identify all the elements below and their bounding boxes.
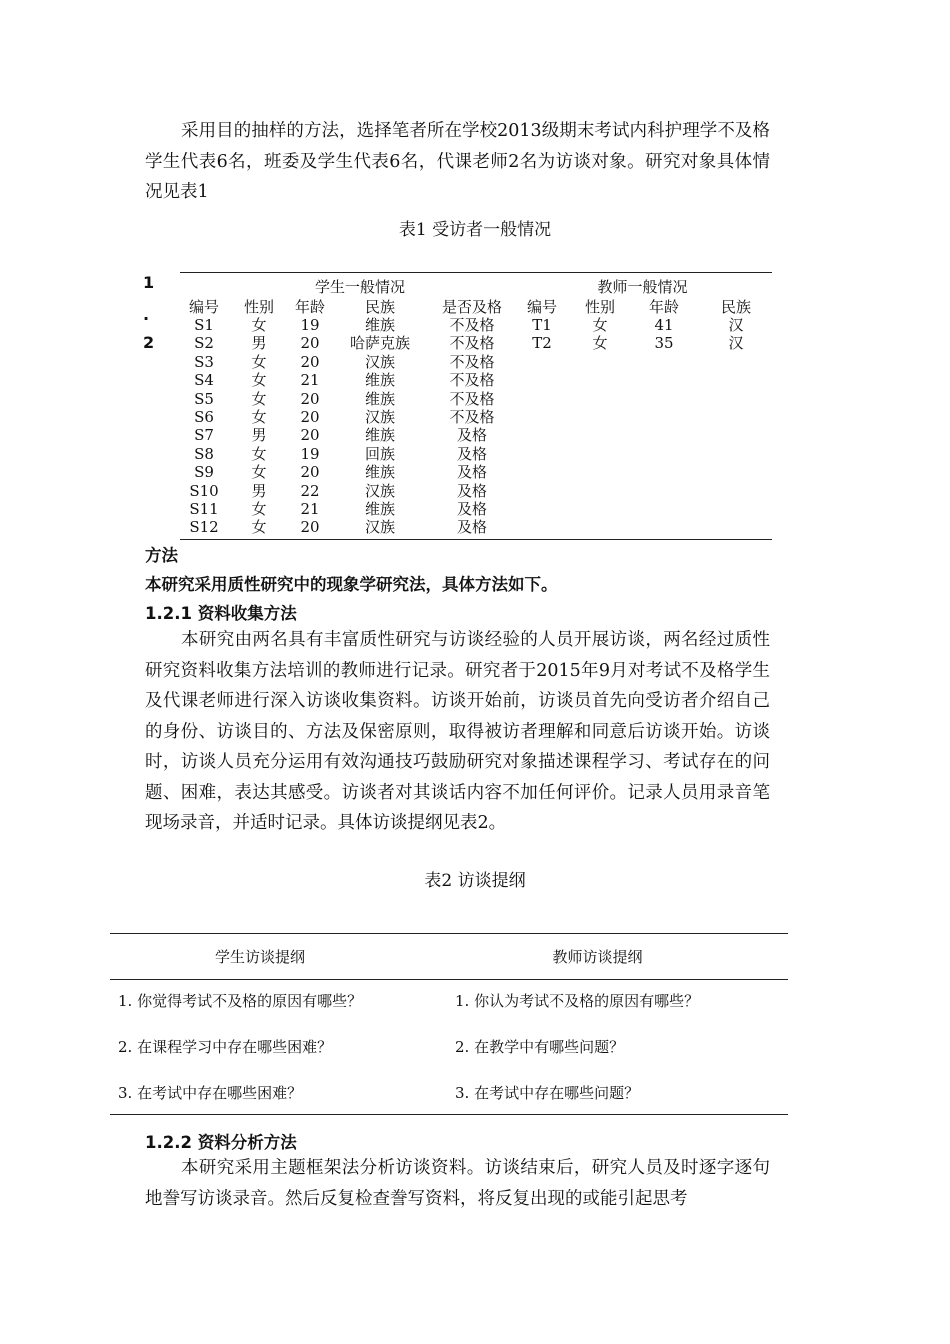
student-cell: S8: [194, 444, 214, 463]
student-cell: S4: [194, 371, 214, 390]
teacher-cell: T1: [532, 316, 552, 334]
student-cell: 19: [300, 316, 320, 334]
student-column-header: 编号: [188, 298, 219, 316]
student-cell: 22: [300, 481, 320, 500]
student-cell: 女: [251, 371, 267, 390]
section-121-heading: 1.2.1 资料收集方法: [145, 604, 297, 623]
section-122-body: 本研究采用主题框架法分析访谈资料。访谈结束后，研究人员及时逐字逐句地誊写访谈录音。然后反复检查誊写资料，将反复出现的或能引起思考: [145, 1158, 770, 1209]
interview-outline-table: [110, 933, 788, 1115]
student-cell: 20: [300, 352, 320, 371]
student-cell: S12: [189, 518, 219, 537]
student-cell: 19: [300, 444, 320, 463]
student-cell: 女: [251, 352, 267, 371]
student-cell: 女: [251, 500, 267, 518]
teacher-outline-question: 1. 你认为考试不及格的原因有哪些？: [455, 992, 700, 1010]
student-cell: 及格: [456, 500, 487, 518]
student-cell: 男: [251, 426, 267, 445]
student-cell: S10: [189, 481, 219, 500]
student-cell: S9: [194, 463, 214, 482]
section-122-heading: 1.2.2 资料分析方法: [145, 1133, 297, 1152]
teacher-cell: 女: [592, 316, 608, 334]
student-cell: 维族: [364, 463, 395, 482]
student-cell: 男: [251, 334, 267, 353]
student-cell: 及格: [456, 463, 487, 482]
student-column-header: 是否及格: [441, 298, 502, 316]
student-cell: 女: [251, 518, 267, 537]
student-cell: 维族: [364, 316, 395, 334]
student-cell: 21: [300, 371, 320, 390]
teacher-outline-header: 教师访谈提纲: [552, 948, 643, 966]
student-cell: 不及格: [449, 334, 495, 353]
student-cell: 20: [300, 389, 320, 408]
student-cell: 回族: [364, 444, 395, 463]
student-group-header: 学生一般情况: [314, 278, 405, 296]
student-cell: 不及格: [449, 352, 495, 371]
student-cell: 女: [251, 316, 267, 334]
teacher-group-header: 教师一般情况: [597, 278, 688, 296]
teacher-outline-question: 3. 在考试中存在哪些问题？: [455, 1084, 640, 1102]
teacher-column-header: 性别: [584, 298, 615, 316]
teacher-cell: 汉: [728, 334, 744, 353]
student-cell: 哈萨克族: [349, 334, 410, 353]
student-cell: 20: [300, 426, 320, 445]
teacher-cell: 35: [654, 334, 674, 353]
student-cell: 及格: [456, 481, 487, 500]
student-cell: S2: [194, 334, 214, 353]
section-number-part: 2: [143, 333, 155, 352]
section-number-part: .: [143, 305, 150, 324]
teacher-cell: 汉: [728, 316, 744, 334]
student-cell: S3: [194, 352, 214, 371]
intro-paragraph: 采用目的抽样的方法，选择笔者所在学校2013级期末考试内科护理学不及格学生代表6名，班委及学生代表6名，代课老师2名为访谈对象。研究对象具体情况见表1: [145, 121, 770, 202]
student-cell: 维族: [364, 371, 395, 390]
student-column-header: 年龄: [294, 298, 325, 316]
student-cell: 及格: [456, 426, 487, 445]
teacher-cell: T2: [532, 334, 552, 353]
table1-caption: 表1 受访者一般情况: [398, 220, 552, 240]
participants-table: [180, 272, 772, 540]
student-cell: 维族: [364, 500, 395, 518]
teacher-outline-question: 2. 在教学中有哪些问题？: [455, 1038, 625, 1056]
method-sentence: 本研究采用质性研究中的现象学研究法，具体方法如下。: [145, 575, 558, 594]
student-cell: 21: [300, 500, 320, 518]
student-cell: 汉族: [364, 481, 395, 500]
student-cell: 20: [300, 334, 320, 353]
table2-caption: 表2 访谈提纲: [424, 871, 526, 891]
section-121-body: 本研究由两名具有丰富质性研究与访谈经验的人员开展访谈，两名经过质性研究资料收集方法培训的教师进行记录。研究者于2015年9月对考试不及格学生及代课老师进行深入访谈收集资料。访谈开始前，访谈员首先向受访者介绍自己的身份、访谈目的、方法及保密原则，取得被访者理解和同意后访谈开始。访谈时，访谈人员充分运用有效沟通技巧鼓励研究对象描述课程学习、考试存在的问题、困难，表达其感受。访谈者对其谈话内容不加任何评价。记录人员用录音笔现场录音，并适时记录。具体访谈提纲见表2。: [145, 630, 770, 833]
student-cell: 及格: [456, 518, 487, 537]
student-cell: S6: [194, 408, 214, 426]
student-column-header: 性别: [243, 298, 274, 316]
student-cell: 维族: [364, 426, 395, 445]
student-cell: 20: [300, 518, 320, 537]
student-column-header: 民族: [364, 298, 395, 316]
student-cell: 女: [251, 389, 267, 408]
student-cell: S1: [194, 316, 214, 334]
student-cell: 男: [251, 481, 267, 500]
student-cell: 汉族: [364, 518, 395, 537]
teacher-column-header: 民族: [720, 298, 751, 316]
student-cell: 不及格: [449, 316, 495, 334]
student-cell: 维族: [364, 389, 395, 408]
student-cell: 女: [251, 408, 267, 426]
student-cell: 汉族: [364, 408, 395, 426]
student-cell: S11: [189, 500, 219, 518]
student-cell: S7: [194, 426, 214, 445]
teacher-cell: 41: [654, 316, 674, 334]
section-number-part: 1: [143, 273, 155, 292]
student-cell: 女: [251, 444, 267, 463]
student-cell: 20: [300, 408, 320, 426]
student-cell: 不及格: [449, 371, 495, 390]
student-cell: 20: [300, 463, 320, 482]
method-heading: 方法: [145, 546, 178, 565]
student-outline-question: 2. 在课程学习中存在哪些困难？: [118, 1038, 333, 1056]
student-outline-question: 1. 你觉得考试不及格的原因有哪些？: [118, 992, 363, 1010]
student-cell: S5: [194, 389, 214, 408]
student-cell: 汉族: [364, 352, 395, 371]
student-cell: 及格: [456, 444, 487, 463]
student-cell: 不及格: [449, 389, 495, 408]
student-outline-question: 3. 在考试中存在哪些困难？: [118, 1084, 303, 1102]
teacher-column-header: 年龄: [648, 298, 679, 316]
teacher-cell: 女: [592, 334, 608, 353]
table2-header-rule: [110, 979, 788, 980]
teacher-column-header: 编号: [526, 298, 557, 316]
student-cell: 不及格: [449, 408, 495, 426]
student-cell: 女: [251, 463, 267, 482]
student-outline-header: 学生访谈提纲: [214, 948, 305, 966]
